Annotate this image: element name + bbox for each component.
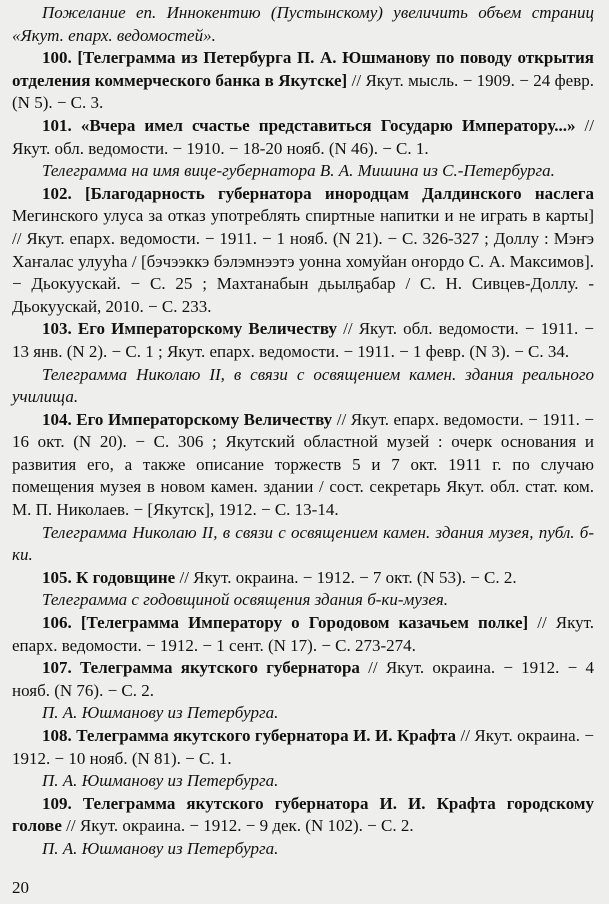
entry-title: К годовщине [76, 567, 176, 587]
bibliography-entry-108 [12, 725, 594, 770]
page-number: 20 [12, 878, 29, 897]
annotation-note: П. А. Юшманову из Петербурга. [42, 703, 279, 723]
bibliography-entry-100 [12, 47, 594, 115]
bibliography-text [12, 2, 594, 861]
bibliography-entry-102 [12, 183, 594, 319]
entry-source: // Якут. обл. ведомости. − 1911. − 13 янв. (N 2). − С. 1 ; Якут. епарх. ведомости. − 1911. − 1 февр. (N 3). − С. 34. [12, 319, 594, 361]
entry-title: «Вчера имел счастье представиться Государю Императору...» [80, 115, 576, 135]
entry-source: // Якут. окраина. − 1912. − 9 дек. (N 102). − С. 2. [61, 816, 414, 836]
annotation-note: Телеграмма Николаю II, в связи с освящением камен. здания музея, публ. б-ки. [12, 522, 594, 565]
entry-source: // Якут. окраина. − 1912. − 4 нояб. (N 76). − С. 2. [12, 658, 594, 700]
bibliography-entry-104 [12, 409, 594, 522]
bibliography-entry-101 [12, 115, 594, 160]
entry-source: // Якут. окраина. − 1912. − 10 нояб. (N 81). − С. 1. [12, 726, 595, 768]
annotation-note: П. А. Юшманову из Петербурга. [42, 771, 279, 791]
entry-number: 104. [42, 409, 72, 429]
annotation-note: Телеграмма на имя вице-губернатора В. А. Мишина из С.-Петербурга. [42, 161, 555, 181]
entry-number: 107. [42, 658, 72, 678]
annotation-note: Пожелание еп. Иннокентию (Пустынскому) увеличить объем страниц «Якут. епарх. ведомостей». [12, 3, 594, 45]
bibliography-entry-109 [12, 793, 594, 838]
entry-number: 106. [42, 613, 72, 633]
entry-source: // Якут. обл. ведомости. − 1910. − 18-20 нояб. (N 46). − С. 1. [12, 115, 594, 158]
entry-number: 108. [42, 726, 72, 745]
entry-title: [Телеграмма Императору о Городовом казачьем полке] [80, 613, 529, 633]
entry-source: // Якут. мысль. − 1909. − 24 февр. (N 5). − С. 3. [12, 70, 594, 113]
entry-source: // Якут. окраина. − 1912. − 7 окт. (N 53). − С. 2. [175, 567, 517, 587]
entry-number: 109. [42, 793, 72, 813]
entry-title: Телеграмма якутского губернатора И. И. Крафта городскому голове [12, 793, 595, 836]
bibliography-entry-103 [12, 318, 594, 363]
entry-source: // Якут. епарх. ведомости. − 1912. − 1 сент. (N 17). − С. 273-274. [12, 613, 594, 655]
annotation-note: Телеграмма Николаю II, в связи с освящением камен. здания реального училища. [12, 364, 594, 407]
entry-title: Его Императорскому Величеству [76, 409, 333, 429]
entry-title: Телеграмма якутского губернатора [79, 658, 360, 678]
entry-number: 102. [42, 183, 72, 203]
bibliography-entry-105 [12, 567, 594, 590]
entry-title: Его Императорскому Величеству [77, 319, 337, 339]
bibliography-entry-107 [12, 657, 594, 702]
entry-title: [Телеграмма из Петербурга П. А. Юшманову по поводу открытия отделения коммерческого банка в Якутске] [12, 48, 595, 90]
entry-number: 103. [42, 319, 72, 339]
entry-title: Телеграмма якутского губернатора И. И. Крафта [76, 726, 457, 745]
annotation-note: П. А. Юшманову из Петербурга. [42, 838, 279, 858]
entry-number: 101. [42, 115, 72, 135]
entry-number: 105. [42, 567, 72, 587]
annotation-note: Телеграмма с годовщиной освящения здания б-ки-музея. [42, 590, 449, 610]
entry-source: // Якут. епарх. ведомости. − 1911. − 16 окт. (N 20). − С. 306 ; Якутский областной музей : очерк основания и развития его, а также описание торжеств 5 и 7 окт. 1911 г. по случаю помещения музея в новом камен. здании / сост. секретарь Якут. обл. стат. ком. М. П. Николаев. − [Якутск], 1912. − С. 13-14. [12, 409, 594, 520]
entry-source: Мегинского улуса за отказ употреблять спиртные напитки и не играть в карты] // Якут. епарх. ведомости. − 1911. − 1 нояб. (N 21). − С. 326-327 ; Доллу : Мэҥэ Хаҥалас улууһа / [бэчээккэ бэлэмнээтэ уонна хомуйан оҥордо С. А. Максимов]. − Дьокуускай. − С. 25 ; Махтанабын дьылҕабар / С. Н. Сивцев-Доллу. - Дьокуускай, 2010. − С. 233. [12, 206, 594, 316]
entry-number: 100. [42, 48, 72, 68]
entry-title: [Благодарность губернатора инородцам Далдинского наслега [84, 183, 595, 203]
bibliography-entry-106 [12, 612, 594, 657]
